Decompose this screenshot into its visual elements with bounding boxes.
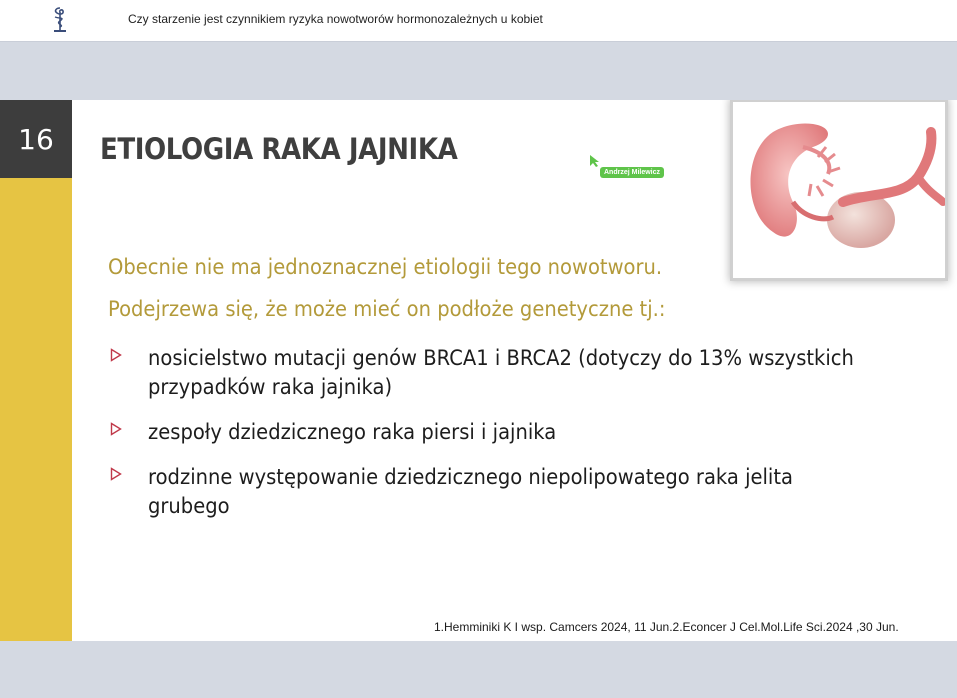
triangle-bullet-icon (110, 348, 122, 362)
presentation-slide (0, 100, 957, 641)
slide-heading: ETIOLOGIA RAKA JAJNIKA (100, 132, 458, 166)
ovary-anatomy-icon (733, 102, 945, 278)
top-bar (0, 0, 957, 42)
intro-line-2: Podejrzewa się, że może mieć on podłoże genetyczne tj.: (108, 297, 666, 321)
bullet-text: rodzinne występowanie dziedzicznego niepolipowatego raka jelita grubego (148, 465, 793, 518)
intro-line-1: Obecnie nie ma jednoznacznej etiologii tego nowotworu. (108, 255, 663, 279)
list-item (108, 418, 828, 447)
slide-number: 16 (0, 100, 72, 178)
pointer-cursor-icon (589, 154, 601, 168)
caduceus-logo-icon (48, 6, 72, 34)
reference-footnote: 1.Hemminiki K I wsp. Camcers 2024, 11 Jun.2.Econcer J Cel.Mol.Life Sci.2024 ,30 Jun. (434, 620, 899, 634)
bullet-list (108, 344, 854, 537)
ovary-illustration (733, 102, 945, 278)
bullet-text: nosicielstwo mutacji genów BRCA1 i BRCA2 (dotyczy do 13% wszystkich przypadków raka jajnika) (148, 346, 854, 399)
triangle-bullet-icon (110, 467, 122, 481)
bullet-text: zespoły dziedzicznego raka piersi i jajnika (148, 420, 557, 444)
list-item (108, 344, 854, 402)
document-title: Czy starzenie jest czynnikiem ryzyka nowotworów hormonozależnych u kobiet (128, 12, 543, 26)
triangle-bullet-icon (110, 422, 122, 436)
list-item (108, 463, 828, 521)
accent-sidebar (0, 178, 72, 641)
presenter-tag: Andrzej Milewicz (600, 167, 664, 178)
